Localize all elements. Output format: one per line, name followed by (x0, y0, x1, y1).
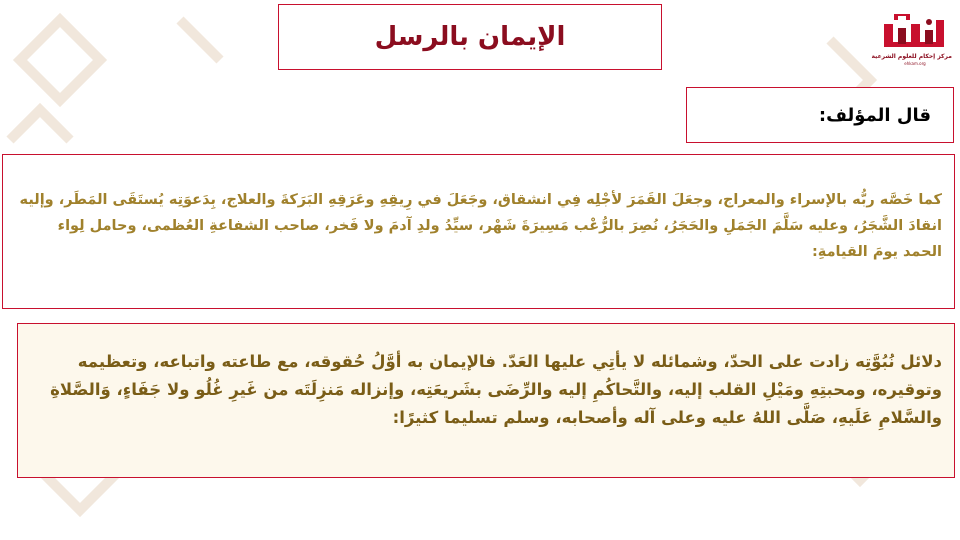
slide-title-box (278, 4, 662, 70)
slide-title: الإيمان بالرسل (374, 22, 566, 52)
ehkam-logo (871, 10, 952, 76)
logo-subtitle: مركز إحكام للعلوم الشرعية (871, 53, 952, 60)
author-label: قال المؤلف: (818, 104, 931, 126)
quote-paragraph: كما خَصَّه ربُّه بالإسراء والمعراج، وجعَلَ القَمَرَ لأجْلِه فِي انشقاق، وجَعَلَ في رِيقِهِ وعَرَقِهِ البَرَكةَ والعلاج، بِدَعوَتِه يُستَقَى المَطَر، وإليه انقادَ الشَّجَرُ، وعليه سَلَّمَ الجَمَلِ والحَجَرُ، نُصِرَ بالرُّعْب مَسِيرَةَ شَهْر، سيِّدُ ولدِ آدمَ ولا فَخر، صاحب الشفاعةِ العُظمى، وحامل لِواء الحمد يومَ القيامةِ: (19, 192, 942, 260)
logo-tagline: ehkam.org (904, 61, 926, 66)
author-label-box (686, 87, 954, 143)
logo-mark-icon (880, 10, 950, 52)
explanation-text-box (17, 323, 955, 478)
explanation-paragraph: دلائل نُبُوَّتِه زادت على الحدّ، وشمائله لا يأتِي عليها العَدّ. فالإيمان به أوَّلُ حُقوقه، مع طاعته واتباعه، وتعظيمه وتوقيره، ومحبتِهِ ومَيْلِ القلب إليه، والتَّحاكُمِ إليه والرِّضَى بشَريعَتِه، وإنزاله مَنزِلَتَه من غَيرِ غُلُو ولا جَفَاءٍ، وَالصَّلاةِ والسَّلامِ عَلَيهِ، صَلَّى اللهُ عليه وعلى آله وأصحابه، وسلم تسليما كثيرًا: (50, 352, 942, 427)
quote-text-box (2, 154, 955, 309)
